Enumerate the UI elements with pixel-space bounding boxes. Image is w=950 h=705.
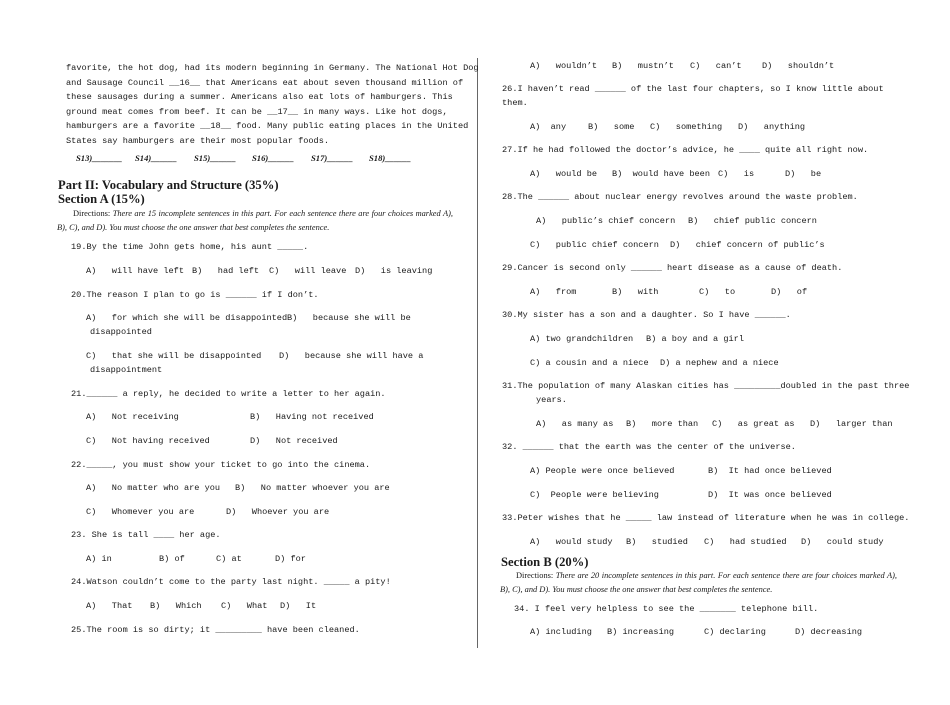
- option[interactable]: B) increasing: [607, 627, 675, 637]
- option[interactable]: C) declaring: [704, 627, 766, 637]
- option[interactable]: C) Whomever you are: [86, 507, 195, 517]
- question-stem: 28.The ______ about nuclear energy revolves around the waste problem.: [502, 192, 858, 202]
- directions-label: Directions:: [73, 209, 111, 218]
- option-continuation: disappointed: [90, 327, 152, 337]
- option[interactable]: B) more than: [626, 419, 699, 429]
- option[interactable]: A) including: [530, 627, 592, 637]
- option[interactable]: C) that she will be disappointed: [86, 351, 262, 361]
- option[interactable]: D) be: [785, 169, 822, 179]
- answer-blank: S17)______: [311, 153, 354, 163]
- option[interactable]: C) a cousin and a niece: [530, 358, 649, 368]
- option[interactable]: C) had studied: [704, 537, 787, 547]
- option[interactable]: D) of: [771, 287, 808, 297]
- option[interactable]: A) public’s chief concern: [536, 216, 676, 226]
- section-b-title: Section B (20%): [501, 555, 589, 569]
- passage-line: these sausages during a summer. Americans also eat lots of hamburgers. This: [66, 92, 453, 102]
- option[interactable]: C) People were believing: [530, 490, 659, 500]
- option[interactable]: C) will leave: [269, 266, 347, 276]
- question-stem: 34. I feel very helpless to see the _______ telephone bill.: [514, 604, 819, 614]
- option[interactable]: A) wouldn’t: [530, 61, 598, 71]
- option[interactable]: B) because she will be: [287, 313, 411, 323]
- option[interactable]: C) can’t: [690, 61, 742, 71]
- option[interactable]: B) of: [159, 554, 185, 564]
- passage-line: favorite, the hot dog, had its modern beginning in Germany. The National Hot Dog: [66, 63, 479, 73]
- option[interactable]: C) as great as: [712, 419, 795, 429]
- option[interactable]: D) for: [275, 554, 306, 564]
- option[interactable]: B) chief public concern: [688, 216, 817, 226]
- option[interactable]: C) public chief concern: [530, 240, 659, 250]
- option[interactable]: B) Having not received: [250, 412, 374, 422]
- question-stem: 33.Peter wishes that he _____ law instead of literature when he was in college.: [502, 513, 910, 523]
- option[interactable]: A) would study: [530, 537, 613, 547]
- option[interactable]: A) would be: [530, 169, 598, 179]
- option[interactable]: D) decreasing: [795, 627, 863, 637]
- option[interactable]: D) shouldn’t: [762, 61, 835, 71]
- question-stem: 31.The population of many Alaskan cities has _________doubled in the past three: [502, 381, 910, 391]
- option[interactable]: B) a boy and a girl: [646, 334, 744, 344]
- option[interactable]: C) at: [216, 554, 242, 564]
- question-stem: 20.The reason I plan to go is ______ if I don’t.: [71, 290, 319, 300]
- passage-line: and Sausage Council __16__ that Americans eat about seven thousand million of: [66, 77, 464, 88]
- directions-text: There are 20 incomplete sentences in this part. For each sentence there are four choices marked A), B), C), and D). You must choose the one answer that best completes the sentence.: [500, 571, 898, 594]
- option[interactable]: B) would have been: [612, 169, 710, 179]
- question-stem: 27.If he had followed the doctor’s advice, he ____ quite all right now.: [502, 145, 869, 155]
- question-stem: 26.I haven’t read ______ of the last four chapters, so I know little about: [502, 84, 884, 94]
- option[interactable]: D) is leaving: [355, 266, 433, 276]
- directions-a: [57, 207, 453, 235]
- passage-line: hamburgers are a favorite __18__ food. Many public eating places in the United: [66, 121, 469, 131]
- answer-blank: S16)______: [252, 153, 295, 163]
- answer-blank: S13)_______: [76, 153, 123, 163]
- option-continuation: disappointment: [90, 365, 163, 375]
- question-stem: 30.My sister has a son and a daughter. So I have ______.: [502, 310, 791, 320]
- option[interactable]: C) What: [221, 601, 268, 611]
- option[interactable]: A) for which she will be disappointed: [86, 313, 288, 323]
- option[interactable]: D) could study: [801, 537, 884, 547]
- option[interactable]: A) as many as: [536, 419, 614, 429]
- question-stem: 21.______ a reply, he decided to write a letter to her again.: [71, 389, 386, 399]
- passage: [66, 61, 479, 148]
- option[interactable]: B) mustn’t: [612, 61, 674, 71]
- question-stem: 19.By the time John gets home, his aunt _____.: [71, 242, 309, 252]
- option[interactable]: A) Not receiving: [86, 412, 179, 422]
- answer-blank: S18)______: [369, 153, 412, 163]
- option[interactable]: D) It: [280, 601, 317, 611]
- option[interactable]: A) No matter who are you: [86, 483, 221, 493]
- option[interactable]: B) It had once believed: [708, 466, 832, 476]
- question-stem-continuation: years.: [536, 395, 567, 405]
- option[interactable]: D) chief concern of public’s: [670, 240, 825, 250]
- option[interactable]: B) some: [588, 122, 635, 132]
- question-stem: 29.Cancer is second only ______ heart disease as a cause of death.: [502, 263, 843, 273]
- option[interactable]: D) Whoever you are: [226, 507, 330, 517]
- option[interactable]: D) anything: [738, 122, 806, 132]
- option[interactable]: A) any: [530, 122, 567, 132]
- question-stem: 22._____, you must show your ticket to go into the cinema.: [71, 460, 371, 470]
- option[interactable]: B) Which: [150, 601, 202, 611]
- passage-line: ground meat comes from beef. It can be __17__ in many ways. Like hot dogs,: [66, 106, 448, 117]
- option[interactable]: B) studied: [626, 537, 688, 547]
- directions-label: Directions:: [516, 571, 554, 580]
- question-stem: 25.The room is so dirty; it _________ have been cleaned.: [71, 625, 360, 635]
- section-a-title: Section A (15%): [58, 192, 145, 206]
- option[interactable]: D) a nephew and a niece: [660, 358, 779, 368]
- option[interactable]: A) That: [86, 601, 133, 611]
- part-title: Part II: Vocabulary and Structure (35%): [58, 178, 279, 192]
- option[interactable]: B) with: [612, 287, 659, 297]
- option[interactable]: C) Not having received: [86, 436, 210, 446]
- option[interactable]: D) larger than: [810, 419, 893, 429]
- question-stem: 23. She is tall ____ her age.: [71, 530, 221, 540]
- option[interactable]: D) Not received: [250, 436, 338, 446]
- option[interactable]: A) from: [530, 287, 577, 297]
- option[interactable]: D) because she will have a: [279, 351, 424, 361]
- answer-blank: S15)______: [194, 153, 237, 163]
- question-stem: 24.Watson couldn’t come to the party last night. _____ a pity!: [71, 577, 391, 587]
- option[interactable]: D) It was once believed: [708, 490, 832, 500]
- question-stem-continuation: them.: [502, 98, 528, 108]
- option[interactable]: A) two grandchildren: [530, 334, 634, 344]
- option[interactable]: A) in: [86, 554, 112, 564]
- option[interactable]: B) had left: [192, 266, 260, 276]
- option[interactable]: A) will have left: [86, 266, 184, 276]
- option[interactable]: C) is: [718, 169, 755, 179]
- passage-line: States say hamburgers are their most popular foods.: [66, 135, 330, 146]
- directions-text: There are 15 incomplete sentences in this part. For each sentence there are four choices marked A), B), C), and D). You must choose the one answer that best completes the sentence.: [57, 209, 454, 232]
- question-stem: 32. ______ that the earth was the center of the universe.: [502, 442, 796, 452]
- option[interactable]: B) No matter whoever you are: [235, 483, 390, 493]
- option[interactable]: A) People were once believed: [530, 466, 675, 476]
- answer-blank: S14)______: [135, 153, 178, 163]
- option[interactable]: C) something: [650, 122, 723, 132]
- directions-b: [500, 569, 897, 597]
- option[interactable]: C) to: [699, 287, 736, 297]
